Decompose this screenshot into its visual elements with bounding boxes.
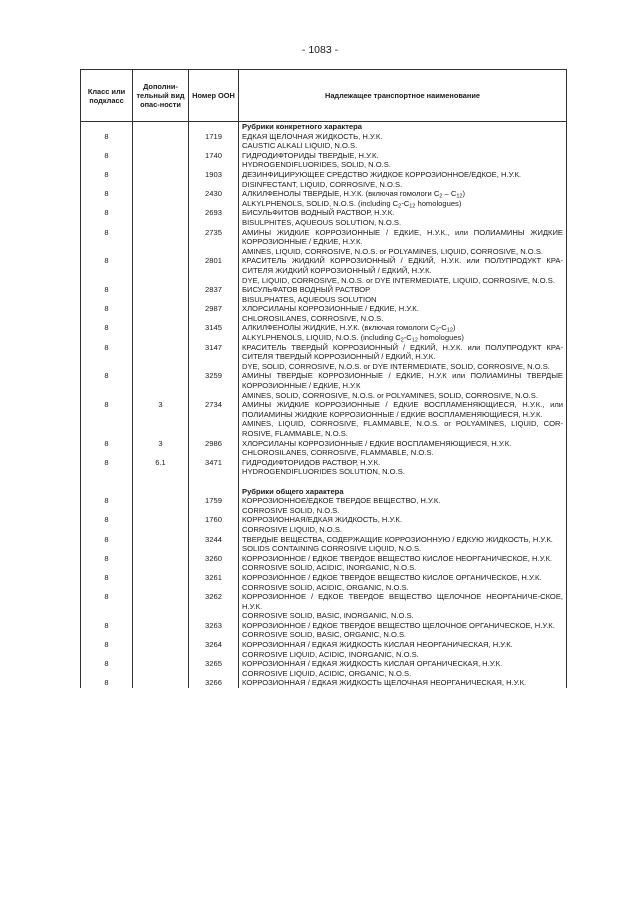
shipping-name-cell: [239, 323, 567, 342]
class-cell: 8: [81, 304, 133, 323]
table-row: [81, 343, 567, 372]
subsidiary-hazard-cell: [133, 659, 189, 678]
subsidiary-hazard-cell: [133, 132, 189, 151]
table-row: [81, 400, 567, 438]
class-cell: 8: [81, 132, 133, 151]
empty-cell: [81, 487, 133, 497]
section-title: Рубрики конкретного характера: [239, 122, 567, 132]
shipping-name-cell: [239, 621, 567, 640]
shipping-name-line: ALKYLPHENOLS, LIQUID, N.O.S. (including $C_2-C_{12}$ homologues): [242, 333, 464, 344]
shipping-name-cell: [239, 678, 567, 688]
shipping-name-line: CAUSTIC ALKALI LIQUID, N.O.S.: [242, 141, 358, 151]
shipping-name-line: CORROSIVE SOLID, N.O.S.: [242, 505, 340, 515]
un-number-cell: 2987: [189, 304, 239, 323]
shipping-name-cell: [239, 659, 567, 678]
table-row: [81, 189, 567, 208]
shipping-name-line: КОРРОЗИОННОЕ / ЕДКОЕ ТВЕРДОЕ ВЕЩЕСТВО КИСЛОЕ НЕОРГАНИЧЕСКОЕ, Н.У.К.: [242, 553, 553, 563]
shipping-name-line: ЕДКАЯ ЩЕЛОЧНАЯ ЖИДКОСТЬ, Н.У.К.: [242, 131, 383, 141]
empty-cell: [81, 122, 133, 132]
shipping-name-line: КОРРОЗИОННАЯ / ЕДКАЯ ЖИДКОСТЬ ЩЕЛОЧНАЯ НЕОРГАНИЧЕСКАЯ, Н.У.К.: [242, 678, 527, 688]
shipping-name-cell: [239, 439, 567, 458]
un-number-cell: 2837: [189, 285, 239, 304]
subsidiary-hazard-cell: [133, 228, 189, 257]
subsidiary-hazard-cell: [133, 515, 189, 534]
shipping-name-line: ХЛОРСИЛАНЫ КОРРОЗИОННЫЕ / ЕДКИЕ ВОСПЛАМЕНЯЮЩИЕСЯ, Н.У.К.: [242, 438, 512, 448]
spacer-cell: [189, 477, 239, 487]
subsidiary-hazard-cell: [133, 323, 189, 342]
shipping-name-line: CORROSIVE SOLID, BASIC, ORGANIC, N.O.S.: [242, 630, 407, 640]
un-number-cell: 3261: [189, 573, 239, 592]
shipping-name-line: DISINFECTANT, LIQUID, CORROSIVE, N.O.S.: [242, 179, 403, 189]
section-title: Рубрики общего характера: [239, 487, 567, 497]
shipping-name-cell: [239, 592, 567, 621]
empty-cell: [133, 122, 189, 132]
table-row: [81, 256, 567, 285]
shipping-name-cell: [239, 228, 567, 257]
shipping-name-line: ХЛОРСИЛАНЫ КОРРОЗИОННЫЕ / ЕДКИЕ, Н.У.К.: [242, 304, 419, 314]
shipping-name-line: АЛКИЛФЕНОЛЫ ЖИДКИЕ, Н.У.К. (включая гомологи $C_2-C_{12}$): [242, 323, 456, 334]
shipping-name-line: CORROSIVE SOLID, BASIC, INORGANIC, N.O.S.: [242, 611, 414, 621]
shipping-name-line: ДЕЗИНФИЦИРУЮЩЕЕ СРЕДСТВО ЖИДКОЕ КОРРОЗИОННОЕ/ЕДКОЕ, Н.У.К.: [242, 169, 522, 179]
shipping-name-cell: [239, 304, 567, 323]
shipping-name-line: КОРРОЗИОННОЕ / ЕДКОЕ ТВЕРДОЕ ВЕЩЕСТВО КИСЛОЕ ОРГАНИЧЕСКОЕ, Н.У.К.: [242, 572, 542, 582]
shipping-name-line: ALKYLPHENOLS, SOLID, N.O.S. (including $C_2-C_{12}$ homologues): [242, 198, 462, 210]
table-row: [81, 323, 567, 342]
class-cell: 8: [81, 621, 133, 640]
shipping-name-line: КОРРОЗИОННАЯ/ЕДКАЯ ЖИДКОСТЬ, Н.У.К.: [242, 515, 402, 525]
shipping-name-line: BISULPHITES, AQUEOUS SOLUTION, N.O.S.: [242, 217, 402, 227]
table-row: [81, 496, 567, 515]
class-cell: 8: [81, 678, 133, 688]
class-cell: 8: [81, 323, 133, 342]
spacer-cell: [81, 477, 133, 487]
class-cell: 8: [81, 554, 133, 573]
shipping-name-line: АМИНЫ ЖИДКИЕ КОРРОЗИОННЫЕ / ЕДКИЕ, Н.У.К., или ПОЛИАМИНЫ ЖИДКИЕ КОРРОЗИОННЫЕ / ЕДКИЕ, Н.У.К.: [242, 227, 563, 247]
subsidiary-hazard-cell: [133, 678, 189, 688]
un-number-cell: 3147: [189, 343, 239, 372]
page-number: - 1083 -: [301, 44, 339, 56]
table-row: [81, 151, 567, 170]
un-number-cell: 3263: [189, 621, 239, 640]
class-cell: 8: [81, 640, 133, 659]
subsidiary-hazard-cell: [133, 285, 189, 304]
shipping-name-line: ТВЕРДЫЕ ВЕЩЕСТВА, СОДЕРЖАЩИЕ КОРРОЗИОННУЮ / ЕДКУЮ ЖИДКОСТЬ, Н.У.К.: [242, 534, 553, 544]
table-row: [81, 132, 567, 151]
shipping-name-line: КОРРОЗИОННОЕ / ЕДКОЕ ТВЕРДОЕ ВЕЩЕСТВО ЩЕЛОЧНОЕ НЕОРГАНИЧЕ-СКОЕ, Н.У.К.: [242, 592, 563, 611]
subsidiary-hazard-cell: [133, 208, 189, 227]
class-cell: 8: [81, 659, 133, 678]
shipping-name-line: AMINES, SOLID, CORROSIVE, N.O.S. or POLYAMINES, SOLID, CORROSIVE, N.O.S.: [242, 390, 538, 400]
shipping-name-cell: [239, 640, 567, 659]
class-cell: 8: [81, 535, 133, 554]
subsidiary-hazard-cell: 3: [133, 439, 189, 458]
un-number-cell: 3262: [189, 592, 239, 621]
table-row: [81, 621, 567, 640]
dangerous-goods-table: [80, 69, 567, 688]
shipping-name-line: BISULPHATES, AQUEOUS SOLUTION: [242, 294, 377, 304]
shipping-name-cell: [239, 554, 567, 573]
table-header-row: [81, 70, 567, 122]
empty-cell: [189, 122, 239, 132]
shipping-name-line: DYE, SOLID, CORROSIVE, N.O.S. or DYE INTERMEDIATE, SOLID, CORROSIVE, N.O.S.: [242, 361, 550, 371]
empty-cell: [133, 487, 189, 497]
subsidiary-hazard-cell: [133, 151, 189, 170]
subsidiary-hazard-cell: [133, 535, 189, 554]
shipping-name-line: КОРРОЗИОННОЕ/ЕДКОЕ ТВЕРДОЕ ВЕЩЕСТВО, Н.У.К.: [242, 496, 441, 506]
un-number-cell: 2735: [189, 228, 239, 257]
table-row: [81, 535, 567, 554]
table-row: [81, 592, 567, 621]
un-number-cell: 1719: [189, 132, 239, 151]
table-row: [81, 515, 567, 534]
class-cell: 8: [81, 592, 133, 621]
shipping-name-cell: [239, 151, 567, 170]
header-shipping-name: Надлежащее транспортное наименование: [239, 70, 567, 122]
shipping-name-line: ГИДРОДИФТОРИДЫ ТВЕРДЫЕ, Н.У.К.: [242, 150, 379, 160]
class-cell: 8: [81, 573, 133, 592]
class-cell: 8: [81, 170, 133, 189]
un-number-cell: 3266: [189, 678, 239, 688]
shipping-name-line: DYE, LIQUID, CORROSIVE, N.O.S. or DYE INTERMEDIATE, LIQUID, CORROSIVE, N.O.S.: [242, 275, 555, 285]
shipping-name-cell: [239, 343, 567, 372]
class-cell: 8: [81, 515, 133, 534]
subsidiary-hazard-cell: [133, 554, 189, 573]
shipping-name-line: КРАСИТЕЛЬ ЖИДКИЙ КОРРОЗИОННЫЙ / ЕДКИЙ, Н.У.К. или ПОЛУПРОДУКТ КРА-СИТЕЛЯ ЖИДКИЙ КОРРОЗИОННЫЙ / ЕДКИЙ, Н.У.К.: [242, 256, 563, 275]
class-cell: 8: [81, 151, 133, 170]
shipping-name-cell: [239, 400, 567, 438]
class-cell: 8: [81, 189, 133, 208]
subsidiary-hazard-cell: [133, 371, 189, 400]
un-number-cell: 2430: [189, 189, 239, 208]
un-number-cell: 3244: [189, 535, 239, 554]
class-cell: 8: [81, 400, 133, 438]
table-row: [81, 678, 567, 688]
table-row: [81, 640, 567, 659]
header-un-number: Номер ООН: [189, 70, 239, 122]
section-title-row: [81, 487, 567, 497]
shipping-name-line: АЛКИЛФЕНОЛЫ ТВЕРДЫЕ, Н.У.К. (включая гомологи $C_2 - C_{12}$): [242, 189, 466, 200]
un-number-cell: 1759: [189, 496, 239, 515]
header-class: Класс или подкласс: [81, 70, 133, 122]
shipping-name-line: CORROSIVE LIQUID, N.O.S.: [242, 524, 343, 534]
table-row: [81, 208, 567, 227]
class-cell: 8: [81, 285, 133, 304]
subsidiary-hazard-cell: [133, 621, 189, 640]
shipping-name-cell: [239, 535, 567, 554]
shipping-name-line: CHLOROSILANES, CORROSIVE, N.O.S.: [242, 313, 384, 323]
un-number-cell: 3259: [189, 371, 239, 400]
subsidiary-hazard-cell: [133, 189, 189, 208]
table-row: [81, 573, 567, 592]
subsidiary-hazard-cell: [133, 304, 189, 323]
shipping-name-line: БИСУЛЬФИТОВ ВОДНЫЙ РАСТВОР, Н.У.К.: [242, 208, 395, 218]
class-cell: 8: [81, 496, 133, 515]
shipping-name-cell: [239, 189, 567, 208]
un-number-cell: 1740: [189, 151, 239, 170]
shipping-name-cell: [239, 208, 567, 227]
un-number-cell: 3264: [189, 640, 239, 659]
subsidiary-hazard-cell: [133, 170, 189, 189]
shipping-name-line: HYDROGENDIFLUORIDES SOLUTION, N.O.S.: [242, 467, 405, 477]
class-cell: 8: [81, 439, 133, 458]
un-number-cell: 2801: [189, 256, 239, 285]
un-number-cell: 3145: [189, 323, 239, 342]
class-cell: 8: [81, 343, 133, 372]
table-row: [81, 285, 567, 304]
shipping-name-line: АМИНЫ ЖИДКИЕ КОРРОЗИОННЫЕ / ЕДКИЕ ВОСПЛАМЕНЯЮЩИЕСЯ, Н.У.К., или ПОЛИАМИНЫ ЖИДКИЕ КОРРОЗИОННЫЕ / ЕДКИЕ ВОСПЛАМЕНЯЮЩИЕСЯ, Н.У.К.: [242, 400, 563, 419]
table-row: [81, 439, 567, 458]
un-number-cell: 3265: [189, 659, 239, 678]
shipping-name-line: БИСУЛЬФАТОВ ВОДНЫЙ РАСТВОР: [242, 285, 371, 295]
table-row: [81, 554, 567, 573]
empty-cell: [189, 487, 239, 497]
shipping-name-cell: [239, 515, 567, 534]
section-title-row: [81, 122, 567, 132]
table-row: [81, 659, 567, 678]
header-subsidiary-hazard: Дополни-тельный вид опас-ности: [133, 70, 189, 122]
subsidiary-hazard-cell: [133, 640, 189, 659]
spacer-cell: [239, 477, 567, 487]
shipping-name-line: КОРРОЗИОННАЯ / ЕДКАЯ ЖИДКОСТЬ КИСЛАЯ ОРГАНИЧЕСКАЯ, Н.У.К.: [242, 659, 503, 669]
shipping-name-line: КРАСИТЕЛЬ ТВЕРДЫЙ КОРРОЗИОННЫЙ / ЕДКИЙ, Н.У.К. или ПОЛУПРОДУКТ КРА-СИТЕЛЯ ТВЕРДЫЙ КОРРОЗИОННЫЙ / ЕДКИЙ, Н.У.К.: [242, 342, 563, 362]
subsidiary-hazard-cell: [133, 496, 189, 515]
table-row: [81, 304, 567, 323]
shipping-name-line: HYDROGENDIFLUORIDES, SOLID, N.O.S.: [242, 160, 391, 170]
shipping-name-line: ГИДРОДИФТОРИДОВ РАСТВОР, Н.У.К.: [242, 457, 381, 467]
shipping-name-line: AMINES, LIQUID, CORROSIVE, N.O.S. or POLYAMINES, LIQUID, CORROSIVE, N.O.S.: [242, 246, 543, 256]
shipping-name-line: CORROSIVE SOLID, ACIDIC, INORGANIC, N.O.S.: [242, 563, 417, 573]
shipping-name-cell: [239, 285, 567, 304]
table-row: [81, 228, 567, 257]
class-cell: 8: [81, 208, 133, 227]
table-row: [81, 458, 567, 477]
un-number-cell: 3471: [189, 458, 239, 477]
shipping-name-line: CORROSIVE SOLID, ACIDIC, ORGANIC, N.O.S.: [242, 582, 409, 592]
shipping-name-line: КОРРОЗИОННАЯ / ЕДКАЯ ЖИДКОСТЬ КИСЛАЯ НЕОРГАНИЧЕСКАЯ, Н.У.К.: [242, 640, 513, 650]
shipping-name-line: CHLOROSILANES, CORROSIVE, FLAMMABLE, N.O.S.: [242, 448, 434, 458]
table-row: [81, 371, 567, 400]
spacer-cell: [133, 477, 189, 487]
subsidiary-hazard-cell: 6.1: [133, 458, 189, 477]
shipping-name-line: АМИНЫ ТВЕРДЫЕ КОРРОЗИОННЫЕ / ЕДКИЕ, Н.У.К или ПОЛИАМИНЫ ТВЕРДЫЕ КОРРОЗИОННЫЕ / ЕДКИЕ, Н.У.К: [242, 371, 563, 391]
shipping-name-cell: [239, 496, 567, 515]
subsidiary-hazard-cell: [133, 592, 189, 621]
shipping-name-cell: [239, 458, 567, 477]
class-cell: 8: [81, 371, 133, 400]
class-cell: 8: [81, 228, 133, 257]
subsidiary-hazard-cell: [133, 573, 189, 592]
table-row: [81, 170, 567, 189]
un-number-cell: 2734: [189, 400, 239, 438]
shipping-name-cell: [239, 132, 567, 151]
un-number-cell: 3260: [189, 554, 239, 573]
class-cell: 8: [81, 458, 133, 477]
shipping-name-line: CORROSIVE LIQUID, ACIDIC, INORGANIC, N.O.S.: [242, 649, 419, 659]
shipping-name-cell: [239, 170, 567, 189]
un-number-cell: 2986: [189, 439, 239, 458]
shipping-name-cell: [239, 256, 567, 285]
subsidiary-hazard-cell: 3: [133, 400, 189, 438]
shipping-name-line: SOLIDS CONTAINING CORROSIVE LIQUID, N.O.S.: [242, 544, 422, 554]
un-number-cell: 2693: [189, 208, 239, 227]
spacer-row: [81, 477, 567, 487]
un-number-cell: 1760: [189, 515, 239, 534]
shipping-name-line: CORROSIVE LIQUID, ACIDIC, ORGANIC, N.O.S.: [242, 668, 412, 678]
class-cell: 8: [81, 256, 133, 285]
table-body: [81, 122, 567, 689]
un-number-cell: 1903: [189, 170, 239, 189]
shipping-name-cell: [239, 573, 567, 592]
subsidiary-hazard-cell: [133, 256, 189, 285]
shipping-name-line: КОРРОЗИОННОЕ / ЕДКОЕ ТВЕРДОЕ ВЕЩЕСТВО ЩЕЛОЧНОЕ ОРГАНИЧЕСКОЕ, Н.У.К.: [242, 620, 555, 630]
shipping-name-cell: [239, 371, 567, 400]
subsidiary-hazard-cell: [133, 343, 189, 372]
shipping-name-line: AMINES, LIQUID, CORROSIVE, FLAMMABLE, N.O.S. or POLYAMINES, LIQUID, COR-ROSIVE, FLAMMABLE, N.O.S.: [242, 419, 563, 438]
